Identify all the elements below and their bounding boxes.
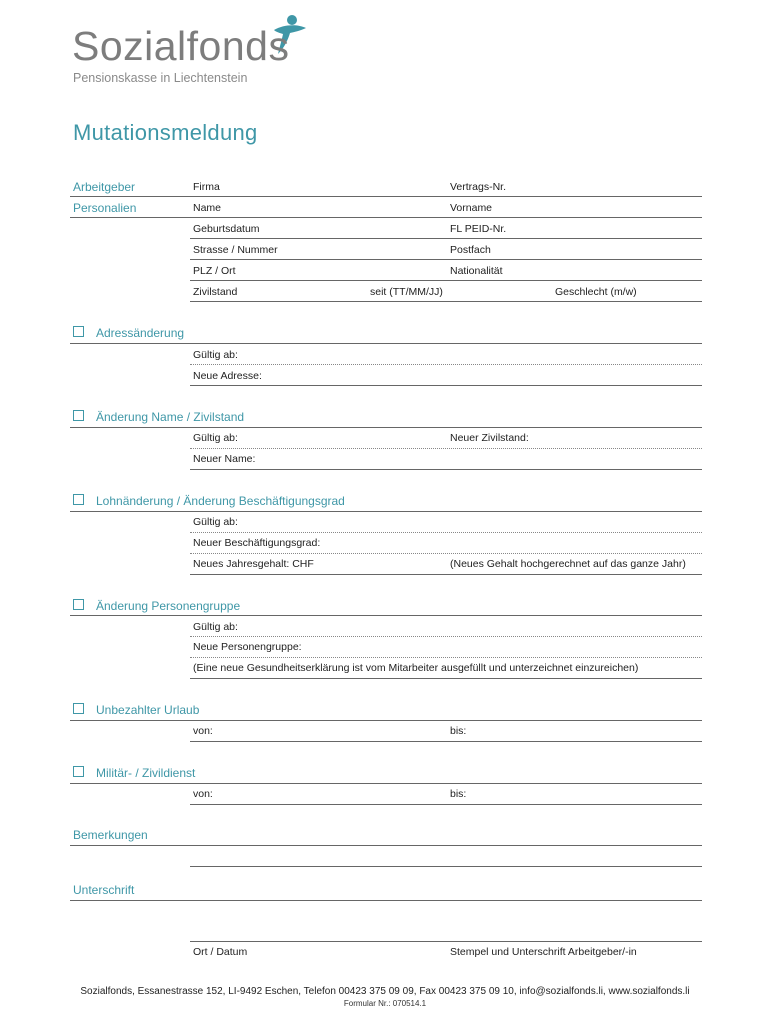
label-plz-ort: PLZ / Ort [193, 265, 236, 277]
label-neuer-name: Neuer Name: [193, 453, 256, 465]
label-vorname: Vorname [450, 202, 493, 214]
label-seit: seit (TT/MM/JJ) [370, 286, 443, 298]
label-bis: bis: [450, 725, 467, 737]
divider [190, 678, 702, 679]
divider [190, 636, 702, 637]
section-arbeitgeber: Arbeitgeber [73, 180, 136, 194]
divider [190, 469, 702, 470]
divider [190, 941, 702, 942]
section-unterschrift: Unterschrift [73, 883, 135, 897]
checkbox-unbezahlter-urlaub[interactable] [73, 703, 84, 714]
label-neue-personengruppe: Neue Personengruppe: [193, 641, 302, 653]
checkbox-name-zivilstand[interactable] [73, 410, 84, 421]
label-gesundheit-note: (Eine neue Gesundheitserklärung ist vom Mitarbeiter ausgefüllt und unterzeichnet einzureichen) [193, 662, 639, 674]
divider [70, 720, 702, 721]
divider [190, 866, 702, 867]
footer-address: Sozialfonds, Essanestrasse 152, LI-9492 Eschen, Telefon 00423 375 09 09, Fax 00423 375 09 10, info@sozialfonds.li, www.sozialfonds.li [80, 986, 690, 997]
label-postfach: Postfach [450, 244, 491, 256]
section-name-zivilstand: Änderung Name / Zivilstand [96, 410, 245, 424]
label-zivilstand: Zivilstand [193, 286, 238, 298]
brand-name: Sozialfonds [72, 23, 290, 69]
label-vertrags-nr: Vertrags-Nr. [450, 181, 507, 193]
label-gueltig-ab: Gültig ab: [193, 516, 238, 528]
section-lohnaenderung: Lohnänderung / Änderung Beschäftigungsgrad [96, 494, 345, 508]
label-beschaeftigungsgrad: Neuer Beschäftigungsgrad: [193, 537, 321, 549]
divider [190, 385, 702, 386]
divider [190, 301, 702, 302]
label-gehalt-note: (Neues Gehalt hochgerechnet auf das ganze Jahr) [450, 558, 686, 570]
divider [70, 511, 702, 512]
divider [70, 900, 702, 901]
label-geschlecht: Geschlecht (m/w) [555, 286, 637, 298]
divider [70, 615, 702, 616]
section-militaer: Militär- / Zivildienst [96, 766, 196, 780]
footer-form-nr: Formular Nr.: 070514.1 [343, 999, 427, 1008]
label-neue-adresse: Neue Adresse: [193, 370, 262, 382]
divider [70, 427, 702, 428]
divider [190, 259, 702, 260]
label-name: Name [193, 202, 222, 214]
label-von: von: [193, 725, 213, 737]
divider [190, 532, 702, 533]
divider [70, 343, 702, 344]
checkbox-adressaenderung[interactable] [73, 326, 84, 337]
label-jahresgehalt: Neues Jahresgehalt: CHF [193, 558, 314, 570]
label-gueltig-ab: Gültig ab: [193, 432, 238, 444]
page-title: Mutationsmeldung [73, 120, 258, 145]
divider [70, 783, 702, 784]
divider [190, 574, 702, 575]
divider [190, 364, 702, 365]
label-nationalitaet: Nationalität [450, 265, 503, 277]
label-neuer-zivilstand: Neuer Zivilstand: [450, 432, 529, 444]
brand-subtitle: Pensionskasse in Liechtenstein [73, 71, 248, 85]
divider [70, 845, 702, 846]
label-bis: bis: [450, 788, 467, 800]
label-gueltig-ab: Gültig ab: [193, 621, 238, 633]
label-firma: Firma [193, 181, 220, 193]
checkbox-personengruppe[interactable] [73, 599, 84, 610]
section-bemerkungen: Bemerkungen [73, 828, 148, 842]
label-von: von: [193, 788, 213, 800]
section-unbezahlter-urlaub: Unbezahlter Urlaub [96, 703, 200, 717]
label-fl-peid: FL PEID-Nr. [450, 223, 507, 235]
divider [70, 196, 702, 197]
divider [190, 657, 702, 658]
label-strasse: Strasse / Nummer [193, 244, 278, 256]
section-adressaenderung: Adressänderung [96, 326, 185, 340]
label-ort-datum: Ort / Datum [193, 946, 248, 958]
label-stempel: Stempel und Unterschrift Arbeitgeber/-in [450, 946, 637, 958]
divider [190, 448, 702, 449]
divider [190, 553, 702, 554]
section-personalien: Personalien [73, 201, 137, 215]
divider [190, 741, 702, 742]
label-gueltig-ab: Gültig ab: [193, 349, 238, 361]
divider [190, 238, 702, 239]
checkbox-militaer[interactable] [73, 766, 84, 777]
divider [70, 217, 702, 218]
divider [190, 280, 702, 281]
section-personengruppe: Änderung Personengruppe [96, 599, 241, 613]
divider [190, 804, 702, 805]
label-geburtsdatum: Geburtsdatum [193, 223, 260, 235]
checkbox-lohnaenderung[interactable] [73, 494, 84, 505]
